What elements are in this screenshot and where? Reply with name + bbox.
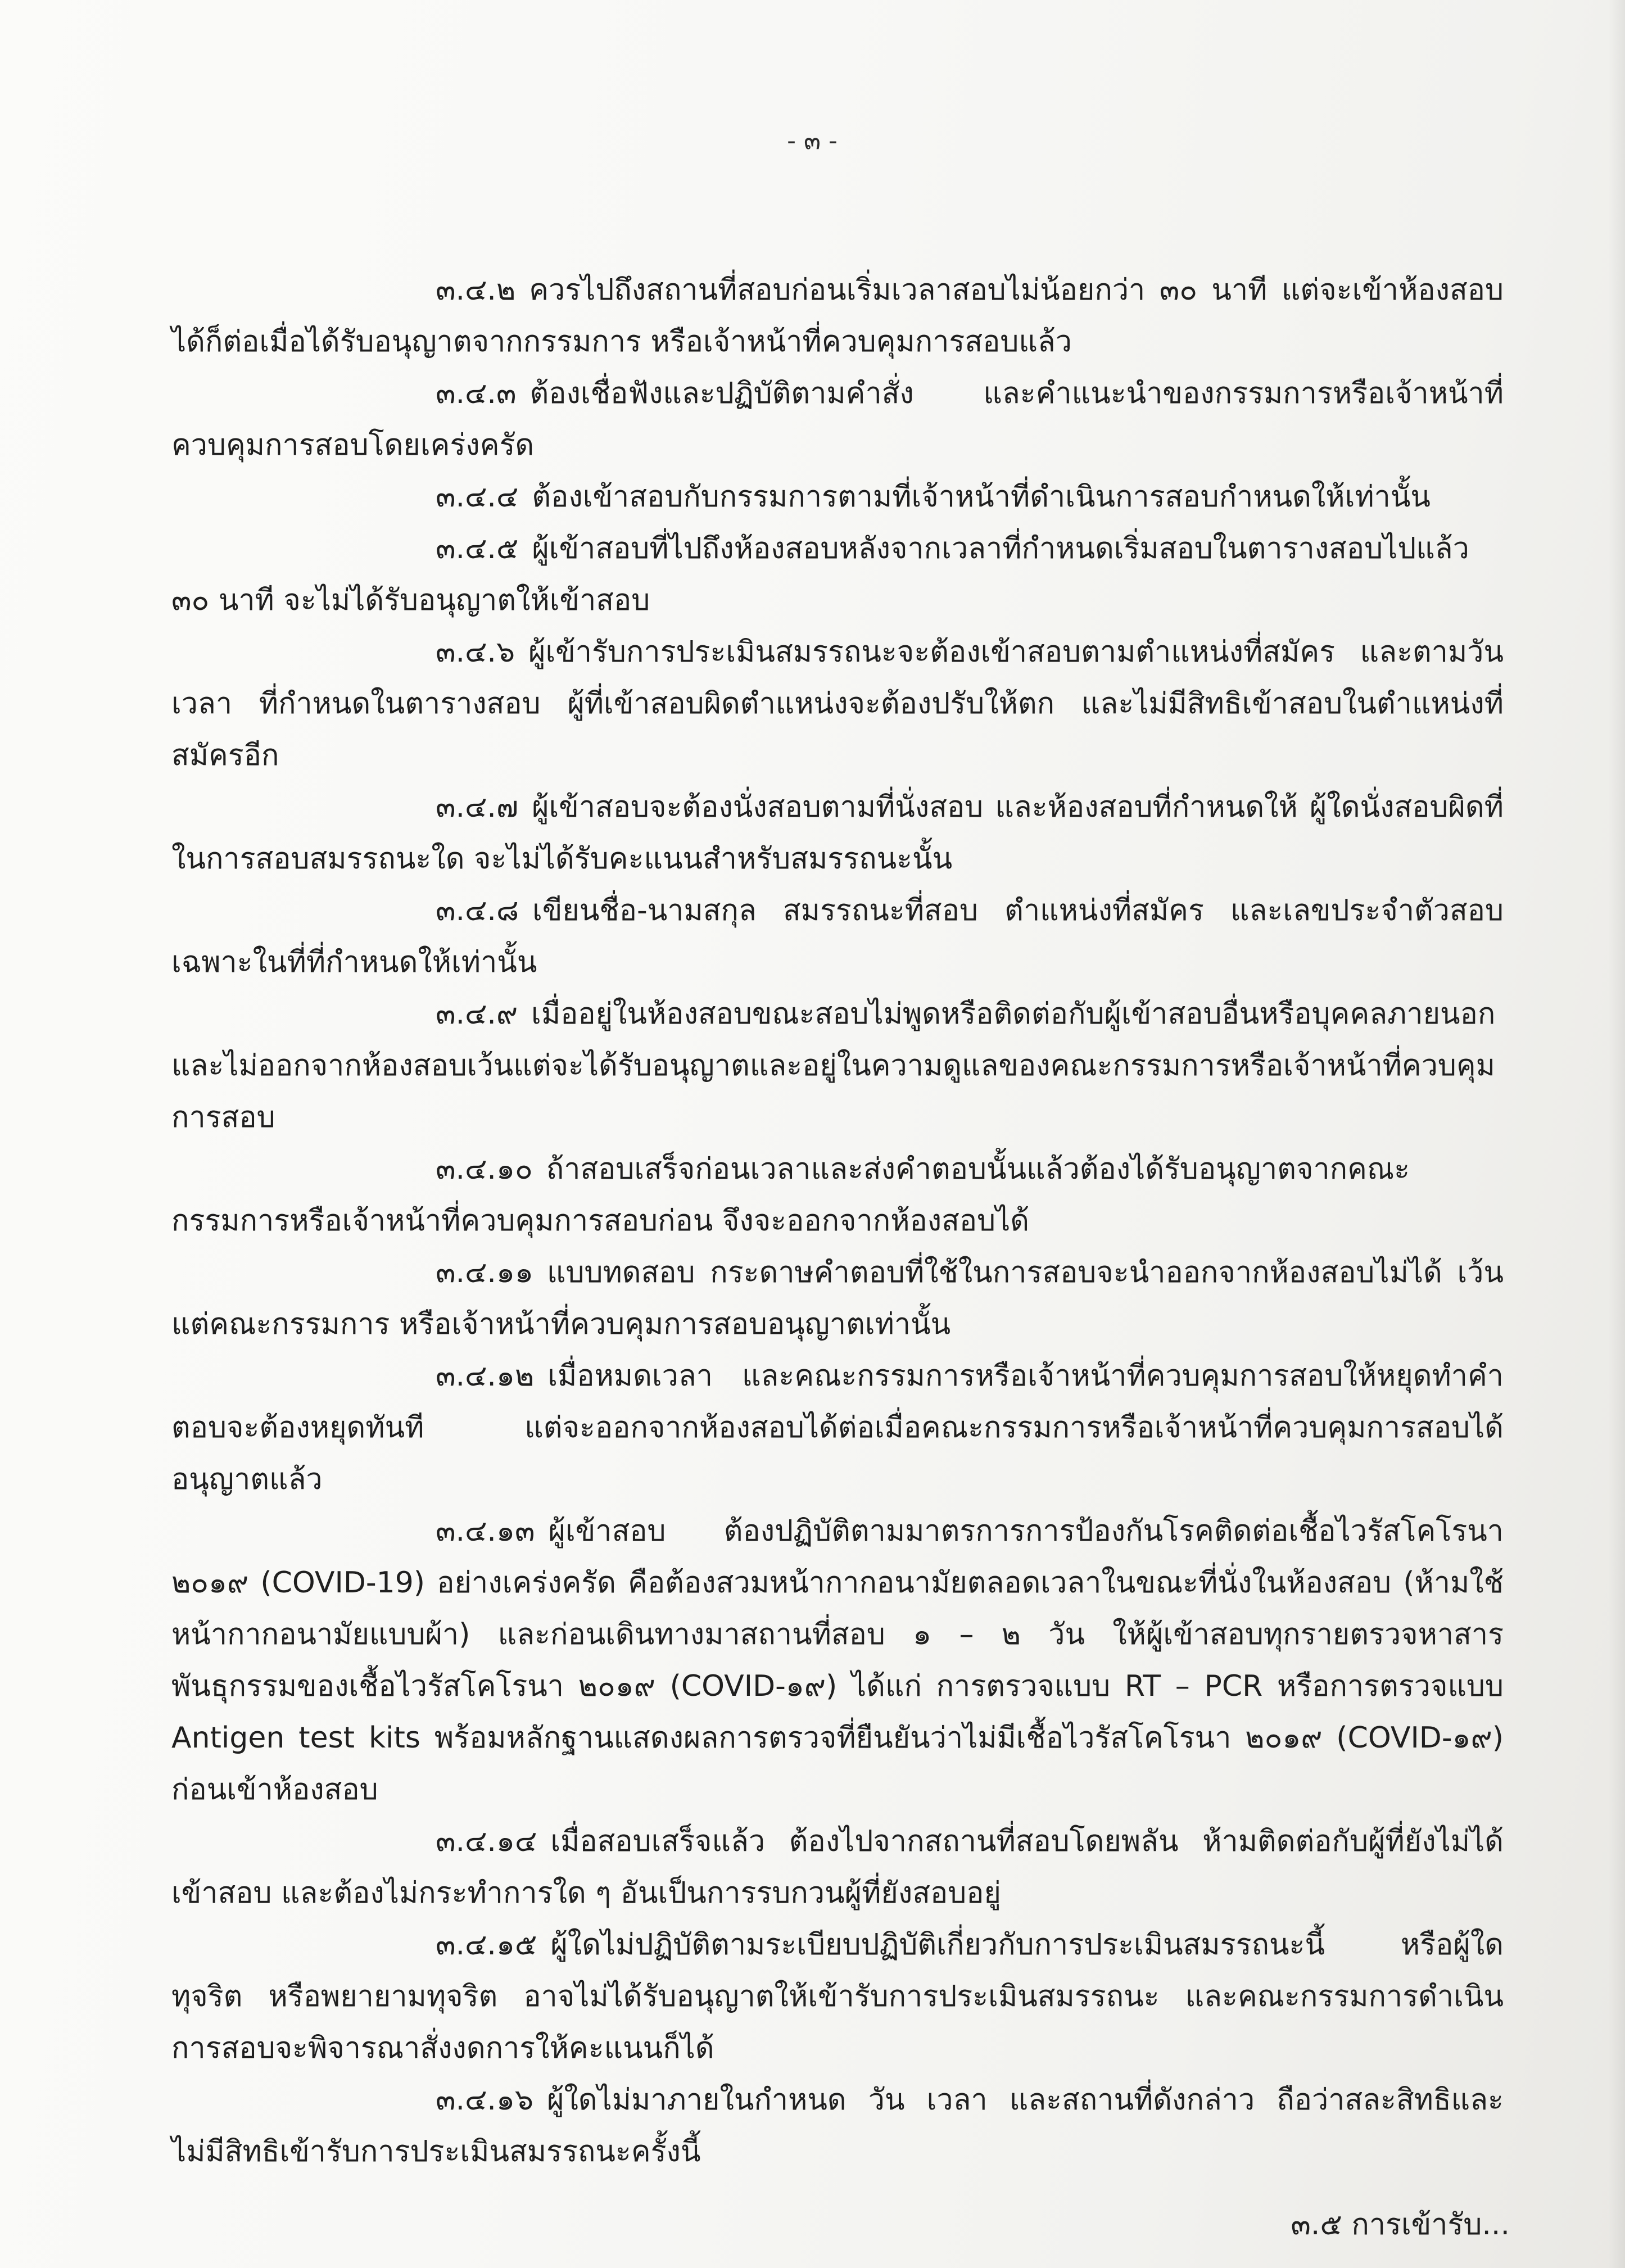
rules-list xyxy=(171,264,1504,2178)
rule-number: ๓.๔.๙ xyxy=(436,997,518,1031)
rule-text: ผู้ใดไม่มาภายในกำหนด วัน เวลา และสถานที่ดังกล่าว ถือว่าสละสิทธิและไม่มีสิทธิเข้ารับการประเมินสมรรถนะครั้งนี้ xyxy=(171,2083,1504,2169)
rule-item xyxy=(171,1816,1504,1919)
rule-text: เมื่อสอบเสร็จแล้ว ต้องไปจากสถานที่สอบโดยพลัน ห้ามติดต่อกับผู้ที่ยังไม่ได้เข้าสอบ และต้องไม่กระทำการใด ๆ อันเป็นการรบกวนผู้ที่ยังสอบอยู่ xyxy=(171,1825,1504,1910)
rule-number: ๓.๔.๕ xyxy=(436,532,519,565)
rule-number: ๓.๔.๑๒ xyxy=(436,1359,535,1393)
rule-text: ควรไปถึงสถานที่สอบก่อนเริ่มเวลาสอบไม่น้อยกว่า ๓๐ นาที แต่จะเข้าห้องสอบได้ก็ต่อเมื่อได้รับอนุญาตจากกรรมการ หรือเจ้าหน้าที่ควบคุมการสอบแล้ว xyxy=(171,273,1504,359)
rule-text: ผู้เข้าสอบ ต้องปฏิบัติตามมาตรการการป้องกันโรคติดต่อเชื้อไวรัสโคโรนา ๒๐๑๙ (COVID-19) อย่างเคร่งครัด คือต้องสวมหน้ากากอนามัยตลอดเวลาในขณะที่นั่งในห้องสอบ (ห้ามใช้หน้ากากอนามัยแบบผ้า) และก่อนเดินทางมาสถานที่สอบ ๑ – ๒ วัน ให้ผู้เข้าสอบทุกรายตรวจหาสารพันธุกรรมของเชื้อไวรัสโคโรนา ๒๐๑๙ (COVID-๑๙) ได้แก่ การตรวจแบบ RT – PCR หรือการตรวจแบบ Antigen test kits พร้อมหลักฐานแสดงผลการตรวจที่ยืนยันว่าไม่มีเชื้อไวรัสโคโรนา ๒๐๑๙ (COVID-๑๙) ก่อนเข้าห้องสอบ xyxy=(171,1514,1504,1807)
rule-number: ๓.๔.๑๐ xyxy=(436,1152,533,1186)
rule-number: ๓.๔.๓ xyxy=(436,377,517,410)
rule-number: ๓.๔.๔ xyxy=(436,480,519,514)
rule-item xyxy=(171,523,1504,626)
rule-text: เมื่ออยู่ในห้องสอบขณะสอบไม่พูดหรือติดต่อกับผู้เข้าสอบอื่นหรือบุคคลภายนอกและไม่ออกจากห้องสอบเว้นแต่จะได้รับอนุญาตและอยู่ในความดูแลของคณะกรรมการหรือเจ้าหน้าที่ควบคุมการสอบ xyxy=(171,997,1496,1134)
rule-text: ผู้เข้ารับการประเมินสมรรถนะจะต้องเข้าสอบตามตำแหน่งที่สมัคร และตามวันเวลา ที่กำหนดในตารางสอบ ผู้ที่เข้าสอบผิดตำแหน่งจะต้องปรับให้ตก และไม่มีสิทธิเข้าสอบในตำแหน่งที่สมัครอีก xyxy=(171,635,1504,772)
rule-item xyxy=(171,471,1504,523)
rule-item xyxy=(171,988,1504,1143)
rule-number: ๓.๔.๖ xyxy=(436,635,515,669)
rule-item xyxy=(171,1143,1504,1247)
rule-text: ต้องเข้าสอบกับกรรมการตามที่เจ้าหน้าที่ดำเนินการสอบกำหนดให้เท่านั้น xyxy=(532,480,1431,514)
rule-text: ผู้เข้าสอบที่ไปถึงห้องสอบหลังจากเวลาที่กำหนดเริ่มสอบในตารางสอบไปแล้ว ๓๐ นาที จะไม่ได้รับอนุญาตให้เข้าสอบ xyxy=(171,532,1469,617)
rule-item xyxy=(171,885,1504,988)
continuation-footer: ๓.๕ การเข้ารับ... xyxy=(1291,2208,1510,2242)
rule-item xyxy=(171,1919,1504,2074)
rule-number: ๓.๔.๘ xyxy=(436,894,519,927)
rule-number: ๓.๔.๑๓ xyxy=(436,1514,535,1548)
rule-number: ๓.๔.๑๖ xyxy=(436,2083,533,2117)
rule-item xyxy=(171,264,1504,368)
page-number: - ๓ - xyxy=(787,126,838,155)
rule-number: ๓.๔.๑๔ xyxy=(436,1825,537,1858)
rule-text: ต้องเชื่อฟังและปฏิบัติตามคำสั่ง และคำแนะนำของกรรมการหรือเจ้าหน้าที่ควบคุมการสอบโดยเคร่งครัด xyxy=(171,377,1504,462)
rule-text: ผู้ใดไม่ปฏิบัติตามระเบียบปฏิบัติเกี่ยวกับการประเมินสมรรถนะนี้ หรือผู้ใดทุจริต หรือพยายามทุจริต อาจไม่ได้รับอนุญาตให้เข้ารับการประเมินสมรรถนะ และคณะกรรมการดำเนินการสอบจะพิจารณาสั่งงดการให้คะแนนก็ได้ xyxy=(171,1928,1504,2065)
rule-item xyxy=(171,1247,1504,1350)
rule-item xyxy=(171,1350,1504,1505)
rule-text: แบบทดสอบ กระดาษคำตอบที่ใช้ในการสอบจะนำออกจากห้องสอบไม่ได้ เว้นแต่คณะกรรมการ หรือเจ้าหน้าที่ควบคุมการสอบอนุญาตเท่านั้น xyxy=(171,1256,1504,1341)
rule-item xyxy=(171,2074,1504,2178)
rule-item xyxy=(171,626,1504,781)
rule-text: เมื่อหมดเวลา และคณะกรรมการหรือเจ้าหน้าที่ควบคุมการสอบให้หยุดทำคำตอบจะต้องหยุดทันที แต่จะออกจากห้องสอบได้ต่อเมื่อคณะกรรมการหรือเจ้าหน้าที่ควบคุมการสอบได้อนุญาตแล้ว xyxy=(171,1359,1504,1496)
rule-number: ๓.๔.๗ xyxy=(436,790,519,824)
rule-text: เขียนชื่อ-นามสกุล สมรรถนะที่สอบ ตำแหน่งที่สมัคร และเลขประจำตัวสอบเฉพาะในที่ที่กำหนดให้เท่านั้น xyxy=(171,894,1504,979)
rule-item xyxy=(171,781,1504,885)
rule-item xyxy=(171,368,1504,471)
rule-text: ถ้าสอบเสร็จก่อนเวลาและส่งคำตอบนั้นแล้วต้องได้รับอนุญาตจากคณะกรรมการหรือเจ้าหน้าที่ควบคุมการสอบก่อน จึงจะออกจากห้องสอบได้ xyxy=(171,1152,1410,1238)
rule-number: ๓.๔.๒ xyxy=(436,273,516,307)
rule-text: ผู้เข้าสอบจะต้องนั่งสอบตามที่นั่งสอบ และห้องสอบที่กำหนดให้ ผู้ใดนั่งสอบผิดที่ในการสอบสมรรถนะใด จะไม่ได้รับคะแนนสำหรับสมรรถนะนั้น xyxy=(171,790,1504,876)
rule-number: ๓.๔.๑๕ xyxy=(436,1928,537,1962)
page-edge-shadow xyxy=(1608,0,1625,2268)
rule-number: ๓.๔.๑๑ xyxy=(436,1256,533,1289)
rule-item xyxy=(171,1505,1504,1816)
